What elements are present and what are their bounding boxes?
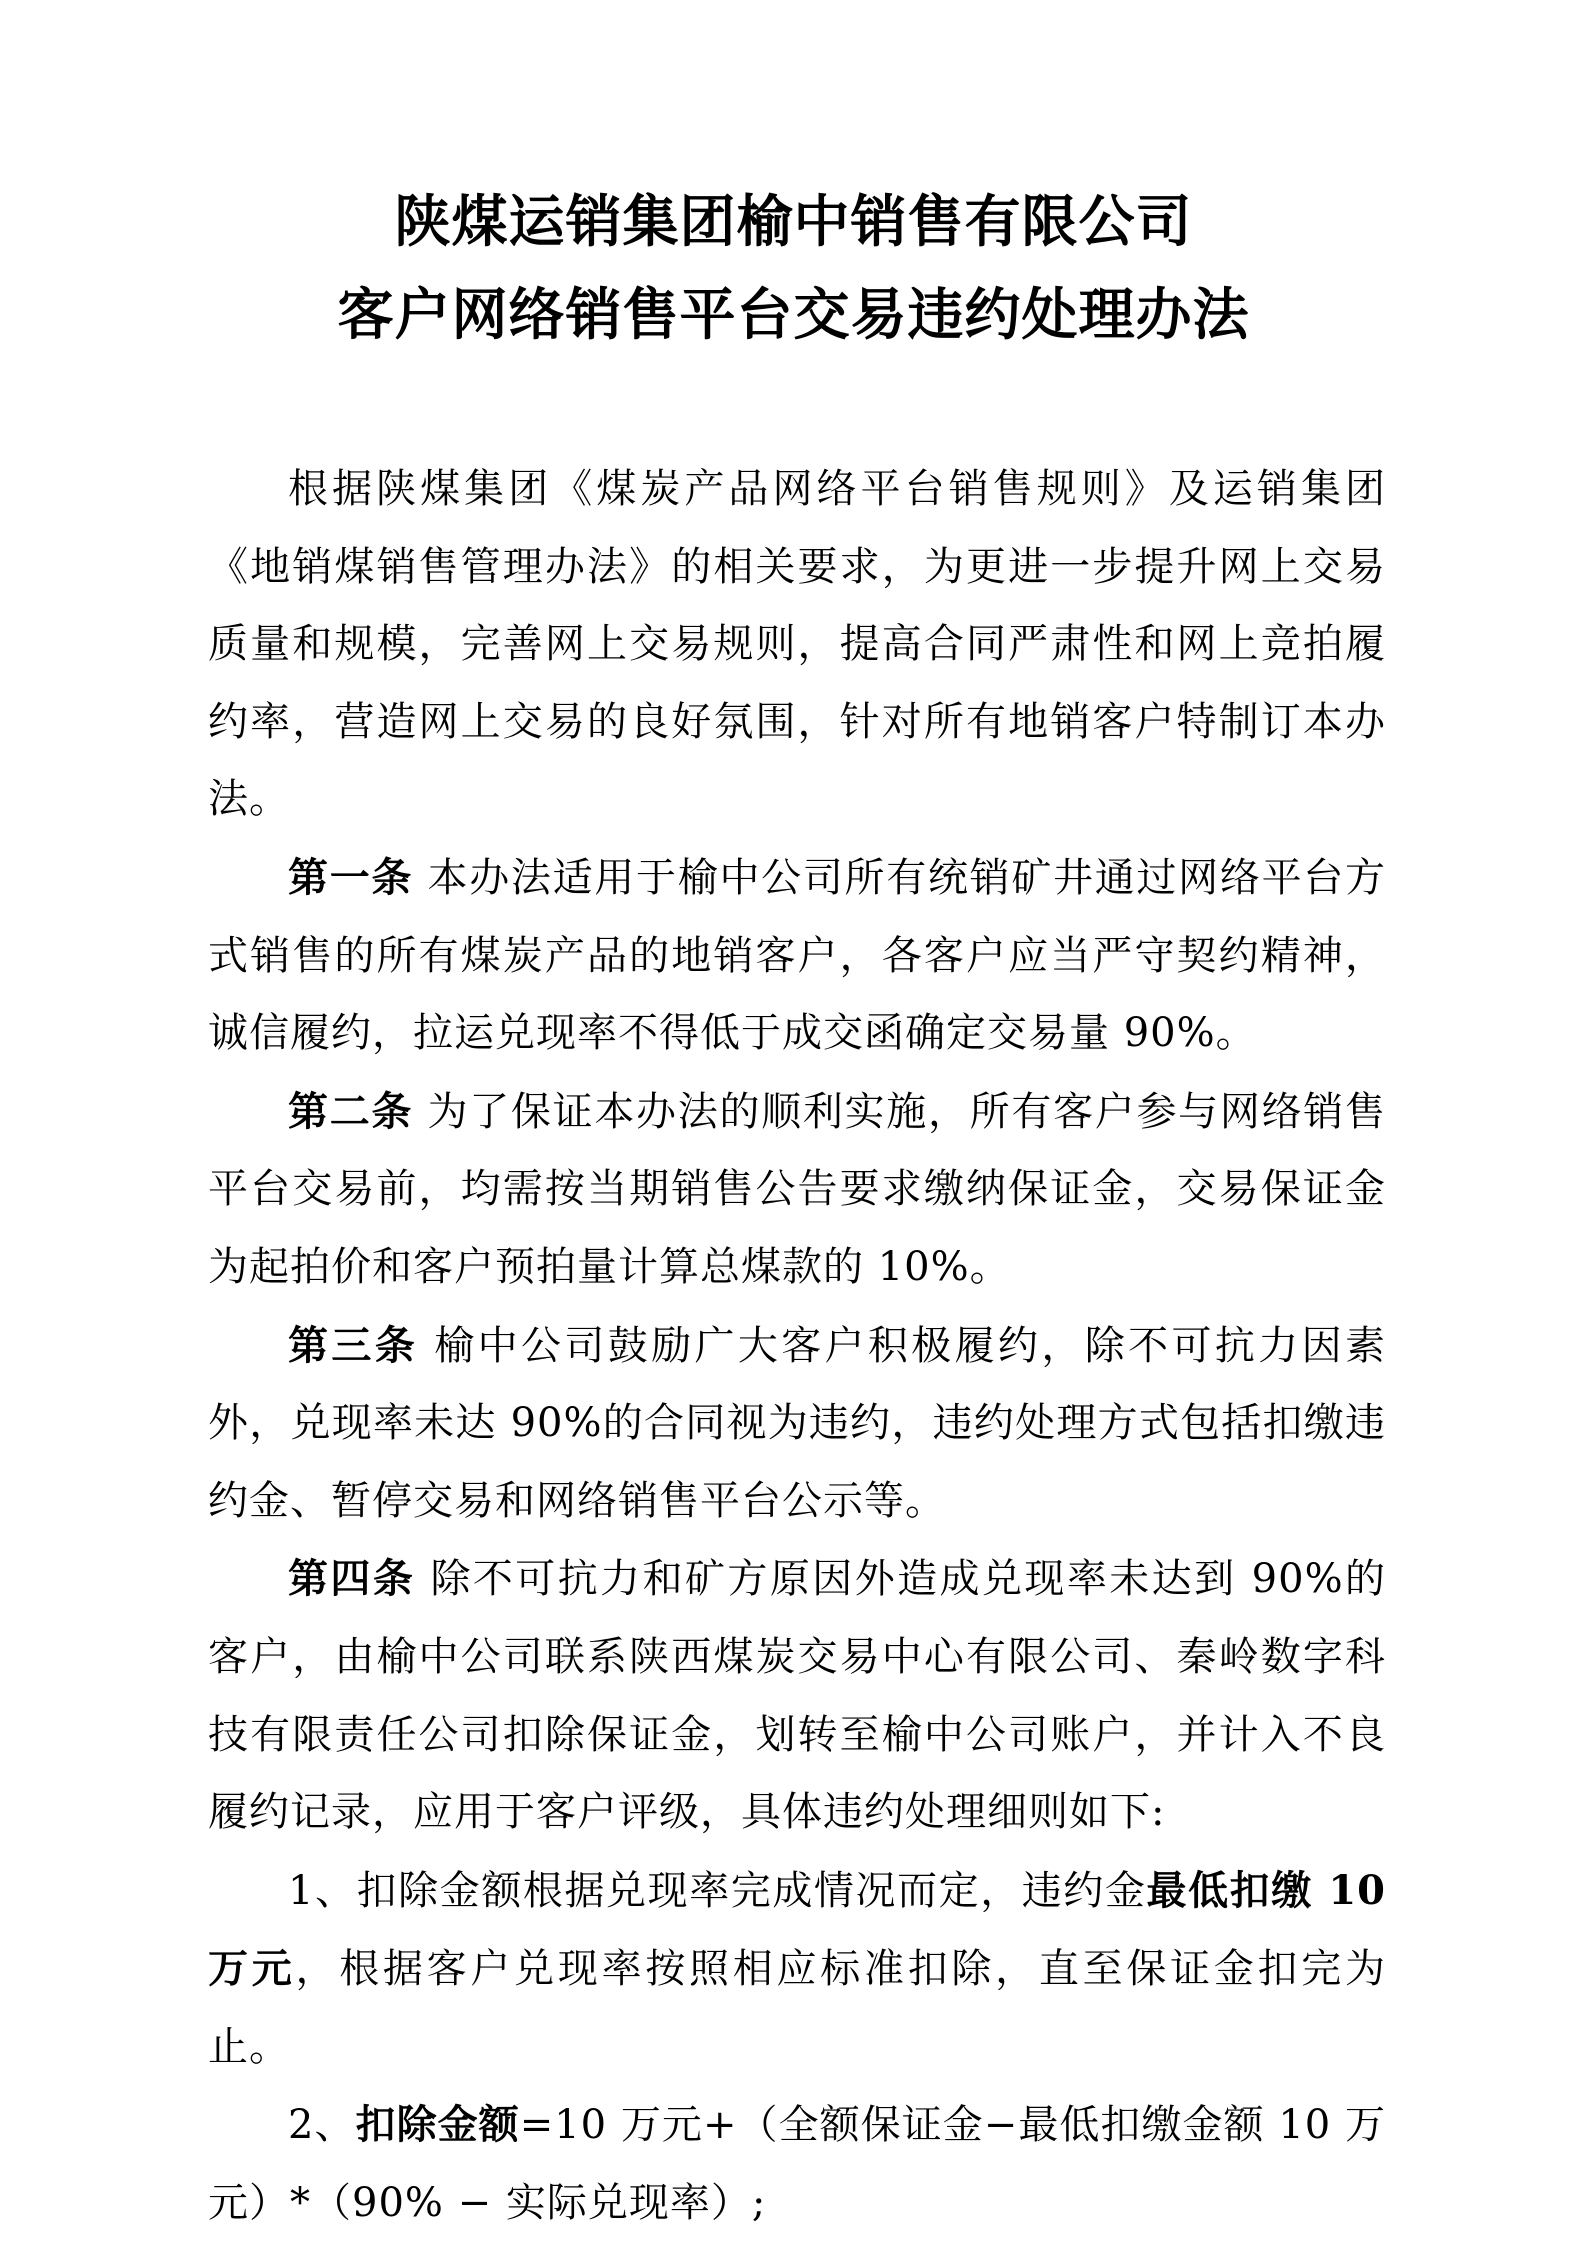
item-1-bold: 最低扣缴 10 万元 (208, 1866, 1386, 1993)
article-2-text: 为了保证本办法的顺利实施，所有客户参与网络销售平台交易前，均需按当期销售公告要求缴纳保证金，交易保证金为起拍价和客户预拍量计算总煤款的 10%。 (208, 1088, 1386, 1290)
item-1-pre: 1、扣除金额根据兑现率完成情况而定，违约金 (288, 1867, 1147, 1914)
intro-paragraph: 根据陕煤集团《煤炭产品网络平台销售规则》及运销集团《地销煤销售管理办法》的相关要求，为更进一步提升网上交易质量和规模，完善网上交易规则，提高合同严肃性和网上竞拍履约率，营造网上交易的良好氛围，针对所有地销客户特制订本办法。 (208, 466, 1386, 823)
article-1 (208, 839, 1386, 1073)
item-1 (208, 1852, 1386, 2087)
article-1-text: 本办法适用于榆中公司所有统销矿井通过网络平台方式销售的所有煤炭产品的地销客户，各客户应当严守契约精神，诚信履约，拉运兑现率不得低于成交函确定交易量 90%。 (208, 854, 1386, 1057)
article-4 (208, 1540, 1386, 1851)
article-2 (208, 1073, 1386, 1307)
article-1-label: 第一条 (288, 853, 414, 901)
article-4-label: 第四条 (288, 1555, 416, 1603)
article-3-label: 第三条 (288, 1321, 419, 1369)
article-3 (208, 1307, 1386, 1541)
item-2 (208, 2086, 1386, 2242)
item-2-bold: 扣除金额 (355, 2101, 520, 2149)
document-title-line-2: 客户网络销售平台交易违约处理办法 (337, 282, 1250, 348)
article-4-text: 除不可抗力和矿方原因外造成兑现率未达到 90%的客户，由榆中公司联系陕西煤炭交易中心有限公司、秦岭数字科技有限责任公司扣除保证金，划转至榆中公司账户，并计入不良履约记录，应用于客户评级，具体违约处理细则如下: (208, 1556, 1387, 1836)
item-2-post: =10 万元+（全额保证金−最低扣缴金额 10 万元）*（90% − 实际兑现率）; (208, 2102, 1387, 2227)
article-2-label: 第二条 (288, 1087, 414, 1135)
article-3-text: 榆中公司鼓励广大客户积极履约，除不可抗力因素外，兑现率未达 90%的合同视为违约，违约处理方式包括扣缴违约金、暂停交易和网络销售平台公示等。 (208, 1322, 1387, 1524)
item-2-pre: 2、 (288, 2102, 356, 2149)
document-title-line-1: 陕煤运销集团榆中销售有限公司 (394, 189, 1193, 255)
document-body (208, 451, 1386, 2243)
item-1-post: ，根据客户兑现率按照相应标准扣除，直至保证金扣完为止。 (208, 1946, 1387, 2070)
